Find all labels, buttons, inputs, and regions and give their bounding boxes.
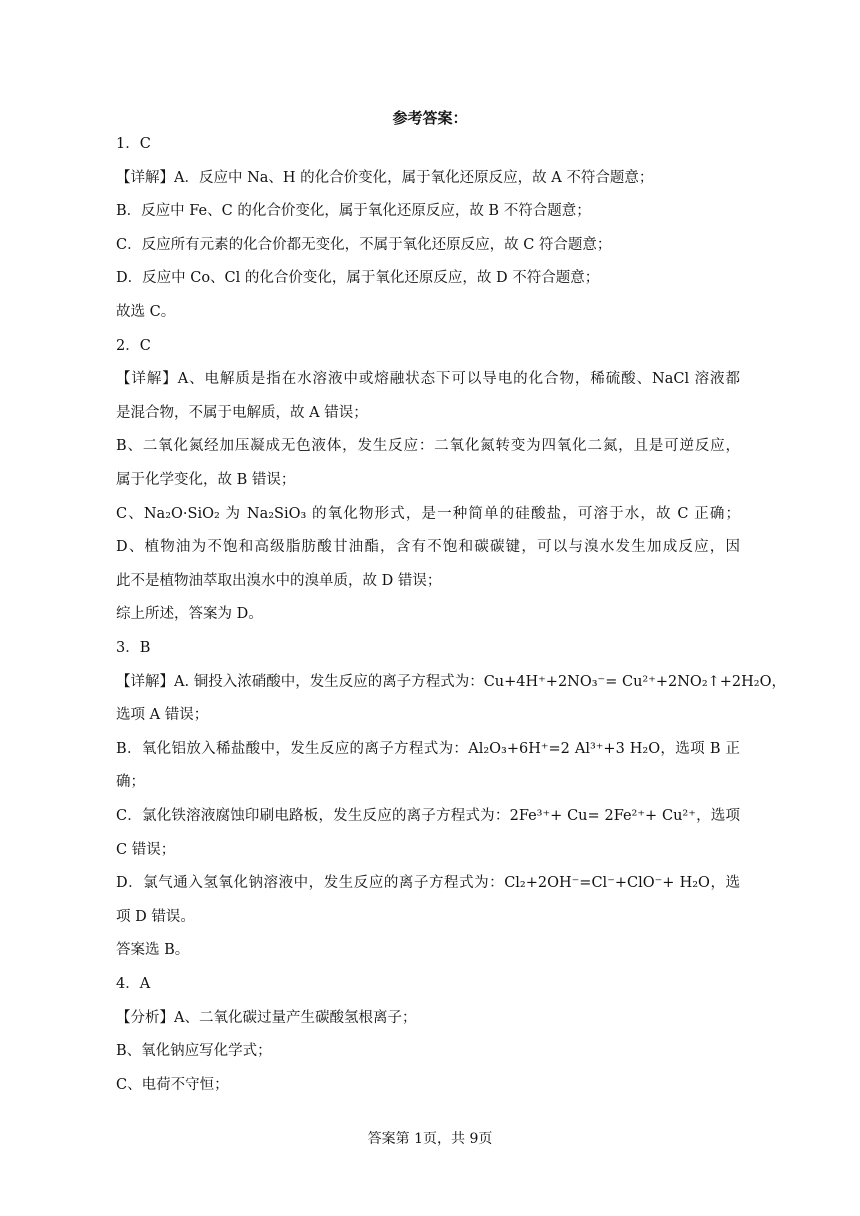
text-line: 3．B: [116, 640, 151, 656]
text-line: 【详解】A. 铜投入浓硝酸中，发生反应的离子方程式为：Cu+4H⁺+2NO₃⁻= Cu²⁺+2NO₂↑+2H₂O，: [116, 674, 786, 690]
text-line: 是混合物，不属于电解质，故 A 错误；: [116, 405, 368, 421]
text-line: B、二氧化氮经加压凝成无色液体，发生反应：二氧化氮转变为四氧化二氮，且是可逆反应，: [116, 438, 740, 454]
text-line: 【详解】A、电解质是指在水溶液中或熔融状态下可以导电的化合物，稀硫酸、NaCl 溶液都: [116, 371, 740, 387]
text-line: D．氯气通入氢氧化钠溶液中，发生反应的离子方程式为：Cl₂+2OH⁻=Cl⁻+ClO⁻+ H₂O，选: [116, 875, 740, 891]
text-line: 确；: [116, 774, 145, 790]
text-line: 2．C: [116, 338, 151, 354]
text-line: B、氧化钠应写化学式；: [116, 1043, 272, 1059]
text-line: D、植物油为不饱和高级脂肪酸甘油酯，含有不饱和碳碳键，可以与溴水发生加成反应，因: [116, 539, 740, 555]
text-line: 【详解】A．反应中 Na、H 的化合价变化，属于氧化还原反应，故 A 不符合题意；: [116, 170, 654, 186]
text-line: 属于化学变化，故 B 错误；: [116, 472, 296, 488]
text-line: 1．C: [116, 136, 151, 152]
text-line: D．反应中 Co、Cl 的化合价变化，属于氧化还原反应，故 D 不符合题意；: [116, 270, 600, 286]
page-footer: 答案第 1页，共 9页: [367, 1131, 493, 1147]
text-line: 【分析】A、二氧化碳过量产生碳酸氢根离子；: [116, 1010, 417, 1026]
text-line: 项 D 错误。: [116, 909, 195, 925]
text-line: B．氧化铝放入稀盐酸中，发生反应的离子方程式为：Al₂O₃+6H⁺=2 Al³⁺+3 H₂O，选项 B 正: [116, 741, 740, 757]
page-title: 参考答案：: [392, 109, 468, 127]
text-line: C．氯化铁溶液腐蚀印刷电路板，发生反应的离子方程式为：2Fe³⁺+ Cu= 2Fe²⁺+ Cu²⁺，选项: [116, 808, 740, 824]
text-line: C、Na₂O·SiO₂ 为 Na₂SiO₃ 的氧化物形式，是一种简单的硅酸盐，可溶于水，故 C 正确；: [116, 506, 740, 522]
text-line: C．反应所有元素的化合价都无变化，不属于氧化还原反应，故 C 符合题意；: [116, 237, 612, 253]
text-line: C 错误；: [116, 842, 176, 858]
text-line: 此不是植物油萃取出溴水中的溴单质，故 D 错误；: [116, 573, 442, 589]
text-line: 选项 A 错误；: [116, 707, 209, 723]
text-line: 综上所述，答案为 D。: [116, 606, 263, 622]
text-line: 答案选 B。: [116, 942, 190, 958]
text-line: B．反应中 Fe、C 的化合价变化，属于氧化还原反应，故 B 不符合题意；: [116, 203, 591, 219]
text-line: 故选 C。: [116, 304, 176, 320]
text-line: C、电荷不守恒；: [116, 1077, 229, 1093]
text-line: 4．A: [116, 976, 151, 992]
